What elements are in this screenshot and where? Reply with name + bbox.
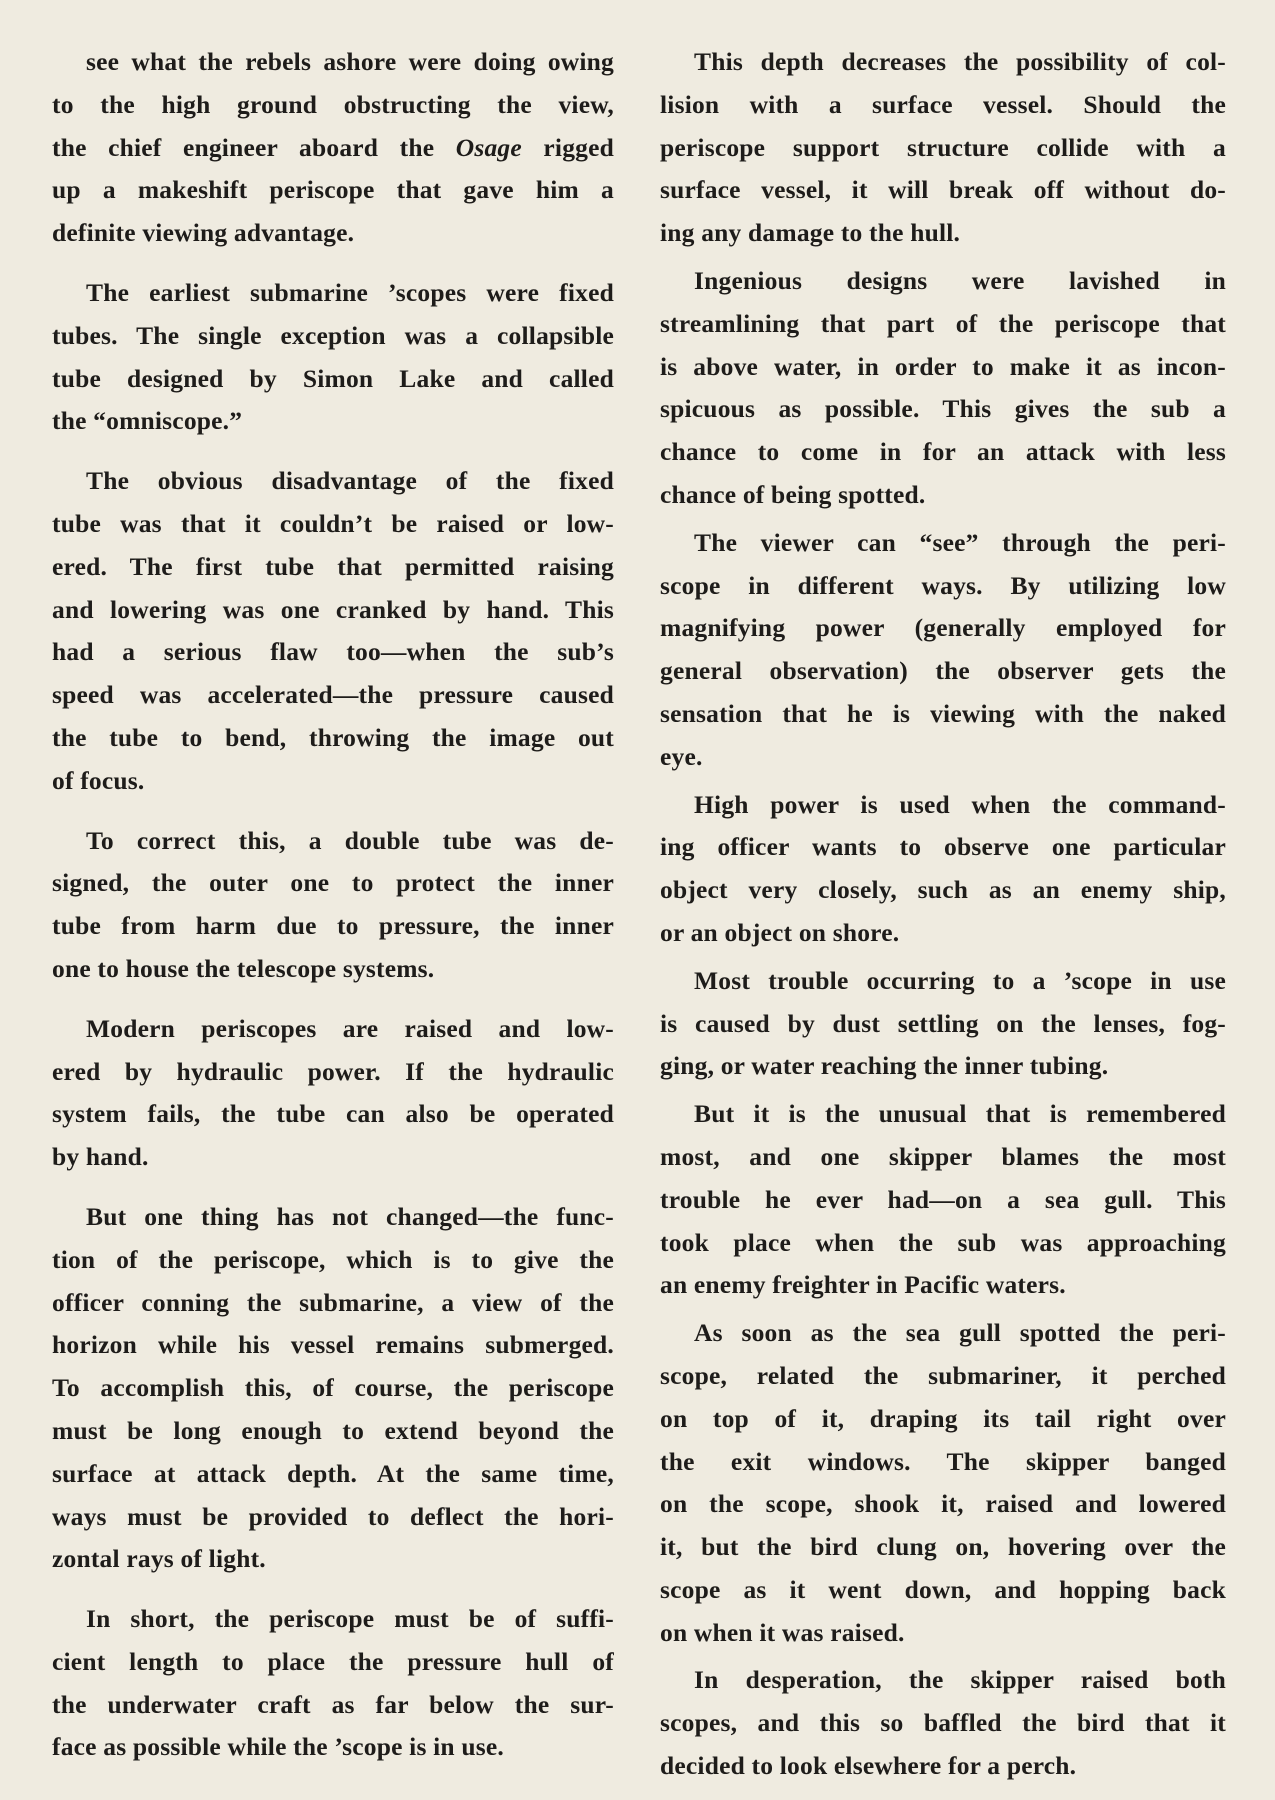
- text-line: sensation that he is viewing with the naked: [660, 698, 1226, 728]
- paragraph: [660, 260, 1226, 517]
- text-line: In short, the periscope must be of suffi-: [86, 1604, 614, 1634]
- text-line: The viewer can “see” through the peri-: [694, 527, 1226, 557]
- text-line: must be long enough to extend beyond the: [52, 1415, 614, 1445]
- paragraph: [52, 41, 614, 255]
- paragraph: [52, 1598, 614, 1769]
- text-line: cient length to place the pressure hull of: [52, 1646, 614, 1676]
- paragraph: [52, 272, 614, 443]
- text-line: ered by hydraulic power. If the hydraulic: [52, 1056, 614, 1086]
- text-line: eye.: [660, 741, 703, 771]
- text-line: scope as it went down, and hopping back: [660, 1574, 1226, 1604]
- paragraph: [660, 960, 1226, 1088]
- text-segment: the chief engineer aboard the: [52, 132, 456, 162]
- text-line: magnifying power (generally employed for: [660, 613, 1226, 643]
- text-line: To correct this, a double tube was de-: [86, 825, 614, 855]
- text-line: ing officer wants to observe one particular: [660, 832, 1226, 862]
- text-line: ways must be provided to deflect the hori-: [52, 1501, 614, 1531]
- text-line: tube designed by Simon Lake and called: [52, 363, 614, 393]
- text-line: surface at attack depth. At the same time,: [52, 1458, 614, 1488]
- text-line: tube from harm due to pressure, the inner: [52, 911, 614, 941]
- text-line: general observation) the observer gets the: [660, 656, 1226, 686]
- paragraph: [52, 1196, 614, 1581]
- text-line: on the scope, shook it, raised and lowered: [660, 1489, 1226, 1519]
- right-text-column: [660, 41, 1226, 1788]
- text-line: one to house the telescope systems.: [52, 953, 435, 983]
- text-line: tion of the periscope, which is to give the: [52, 1244, 614, 1274]
- paragraph: [660, 1659, 1226, 1787]
- text-line: Most trouble occurring to a ’scope in use: [694, 965, 1226, 995]
- text-line: The obvious disadvantage of the fixed: [86, 466, 614, 496]
- text-line: Modern periscopes are raised and low-: [86, 1013, 614, 1043]
- text-line: lision with a surface vessel. Should the: [660, 89, 1226, 119]
- text-line: on when it was raised.: [660, 1617, 905, 1647]
- text-line: had a serious flaw too—when the sub’s: [52, 637, 614, 667]
- text-line: streamlining that part of the periscope that: [660, 308, 1226, 338]
- text-line: by hand.: [52, 1142, 149, 1172]
- text-line: is above water, in order to make it as incon-: [660, 351, 1226, 381]
- text-line: chance of being spotted.: [660, 479, 926, 509]
- text-line: To accomplish this, of course, the periscope: [52, 1373, 614, 1403]
- text-line: [52, 127, 614, 170]
- paragraph: [660, 1312, 1226, 1654]
- paragraph: [660, 1093, 1226, 1307]
- text-line: High power is used when the command-: [694, 789, 1226, 819]
- text-line: trouble he ever had—on a sea gull. This: [660, 1184, 1226, 1214]
- text-line: officer conning the submarine, a view of the: [52, 1287, 614, 1317]
- italic-ship-name: Osage: [455, 132, 522, 162]
- text-line: the tube to bend, throwing the image out: [52, 722, 614, 752]
- text-line: is caused by dust settling on the lenses, fog-: [660, 1008, 1226, 1038]
- text-line: periscope support structure collide with a: [660, 132, 1226, 162]
- paragraph: [52, 820, 614, 991]
- paragraph: [52, 460, 614, 802]
- text-line: decided to look elsewhere for a perch.: [660, 1751, 1077, 1781]
- text-line: ered. The first tube that permitted raising: [52, 551, 614, 581]
- text-line: But one thing has not changed—the func-: [86, 1201, 614, 1231]
- text-segment: rigged: [521, 132, 614, 162]
- text-line: or an object on shore.: [660, 917, 900, 947]
- text-line: definite viewing advantage.: [52, 218, 355, 248]
- text-line: signed, the outer one to protect the inner: [52, 868, 614, 898]
- text-line: scope in different ways. By utilizing low: [660, 570, 1226, 600]
- text-line: horizon while his vessel remains submerged.: [52, 1330, 614, 1360]
- text-line: of focus.: [52, 765, 145, 795]
- text-line: system fails, the tube can also be operated: [52, 1099, 614, 1129]
- text-line: speed was accelerated—the pressure caused: [52, 680, 614, 710]
- text-line: on top of it, draping its tail right over: [660, 1403, 1226, 1433]
- text-line: tube was that it couldn’t be raised or low-: [52, 508, 614, 538]
- text-line: object very closely, such as an enemy ship,: [660, 875, 1226, 905]
- text-line: it, but the bird clung on, hovering over the: [660, 1532, 1226, 1562]
- text-line: most, and one skipper blames the most: [660, 1141, 1226, 1171]
- left-text-column: [52, 41, 614, 1769]
- text-line: tubes. The single exception was a collapsible: [52, 320, 614, 350]
- text-line: took place when the sub was approaching: [660, 1227, 1226, 1257]
- text-line: Ingenious designs were lavished in: [694, 265, 1226, 295]
- text-line: see what the rebels ashore were doing owing: [86, 47, 614, 76]
- text-line: and lowering was one cranked by hand. This: [52, 594, 614, 624]
- paragraph: [660, 41, 1226, 255]
- text-line: surface vessel, it will break off without do-: [660, 175, 1226, 205]
- text-line: to the high ground obstructing the view,: [52, 89, 614, 119]
- text-line: This depth decreases the possibility of col-: [694, 47, 1226, 76]
- text-line: the “omniscope.”: [52, 406, 243, 436]
- text-line: up a makeshift periscope that gave him a: [52, 175, 614, 205]
- text-line: scopes, and this so baffled the bird that it: [660, 1708, 1226, 1738]
- text-line: ing any damage to the hull.: [660, 218, 961, 248]
- text-line: In desperation, the skipper raised both: [694, 1665, 1226, 1695]
- text-line: an enemy freighter in Pacific waters.: [660, 1270, 1066, 1300]
- text-line: chance to come in for an attack with less: [660, 437, 1226, 467]
- text-line: zontal rays of light.: [52, 1544, 266, 1574]
- text-line: But it is the unusual that is remembered: [694, 1099, 1226, 1129]
- text-line: As soon as the sea gull spotted the peri-: [694, 1318, 1226, 1348]
- text-line: scope, related the submariner, it perched: [660, 1360, 1226, 1390]
- text-line: spicuous as possible. This gives the sub a: [660, 394, 1226, 424]
- paragraph: [52, 1008, 614, 1179]
- text-line: the underwater craft as far below the sur-: [52, 1689, 614, 1719]
- text-line: face as possible while the ’scope is in use.: [52, 1732, 504, 1762]
- text-line: the exit windows. The skipper banged: [660, 1446, 1226, 1476]
- paragraph: [660, 784, 1226, 955]
- text-line: The earliest submarine ’scopes were fixed: [86, 277, 614, 307]
- paragraph: [660, 522, 1226, 779]
- text-line: ging, or water reaching the inner tubing.: [660, 1051, 1109, 1081]
